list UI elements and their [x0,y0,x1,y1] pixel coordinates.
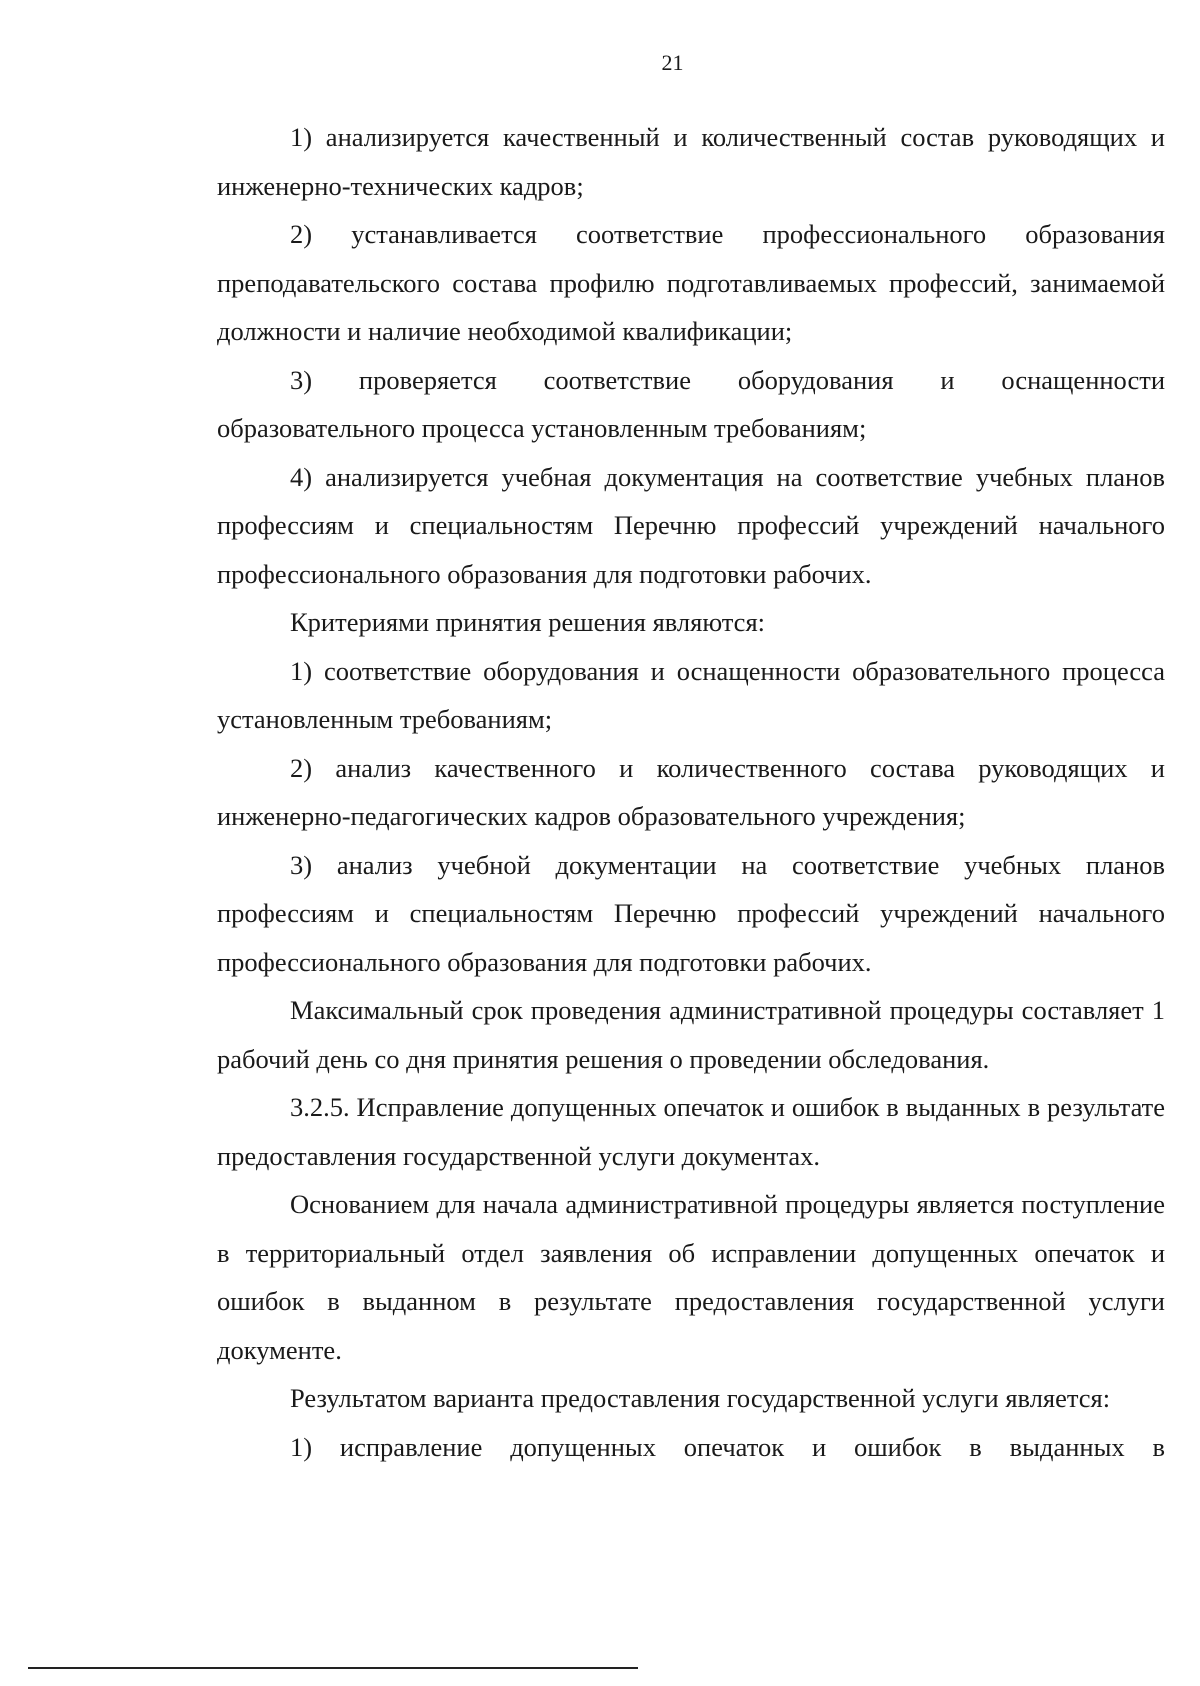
paragraph: 2) анализ качественного и количественного состава руководящих и инженерно-педагогических кадров образовательного учреждения; [217,752,1165,831]
paragraph: Максимальный срок проведения административной процедуры составляет 1 рабочий день со дня принятия решения о проведении обследования. [217,995,1165,1074]
paragraph: Критериями принятия решения являются: [290,607,765,637]
paragraph: 3.2.5. Исправление допущенных опечаток и ошибок в выданных в результате предоставления государственной услуги документах. [217,1092,1165,1171]
page-number: 21 [661,50,684,75]
paragraph: 3) анализ учебной документации на соответствие учебных планов профессиям и специальностям Перечню профессий учреждений начального профессионального образования для подготовки рабочих. [217,849,1165,977]
document-body [217,113,1165,1471]
paragraph: 1) анализируется качественный и количественный состав руководящих и инженерно-технических кадров; [217,122,1165,201]
paragraph: 3) проверяется соответствие оборудования и оснащенности образовательного процесса установленным требованиям; [217,364,1165,443]
paragraph: Основанием для начала административной процедуры является поступление в территориальный отдел заявления об исправлении допущенных опечаток и ошибок в выданном в результате предоставления государственной услуги документе. [217,1189,1165,1365]
paragraph: 2) устанавливается соответствие профессионального образования преподавательского состава профилю подготавливаемых профессий, занимаемой должности и наличие необходимой квалификации; [217,219,1165,346]
paragraph: Результатом варианта предоставления государственной услуги является: [290,1383,1111,1413]
footer-divider [28,1667,638,1669]
paragraph: 1) исправление допущенных опечаток и ошибок в выданных в [290,1431,1165,1462]
paragraph: 1) соответствие оборудования и оснащенности образовательного процесса установленным требованиям; [217,655,1165,734]
paragraph: 4) анализируется учебная документация на соответствие учебных планов профессиям и специальностям Перечню профессий учреждений начального профессионального образования для подготовки рабочих. [217,461,1165,589]
